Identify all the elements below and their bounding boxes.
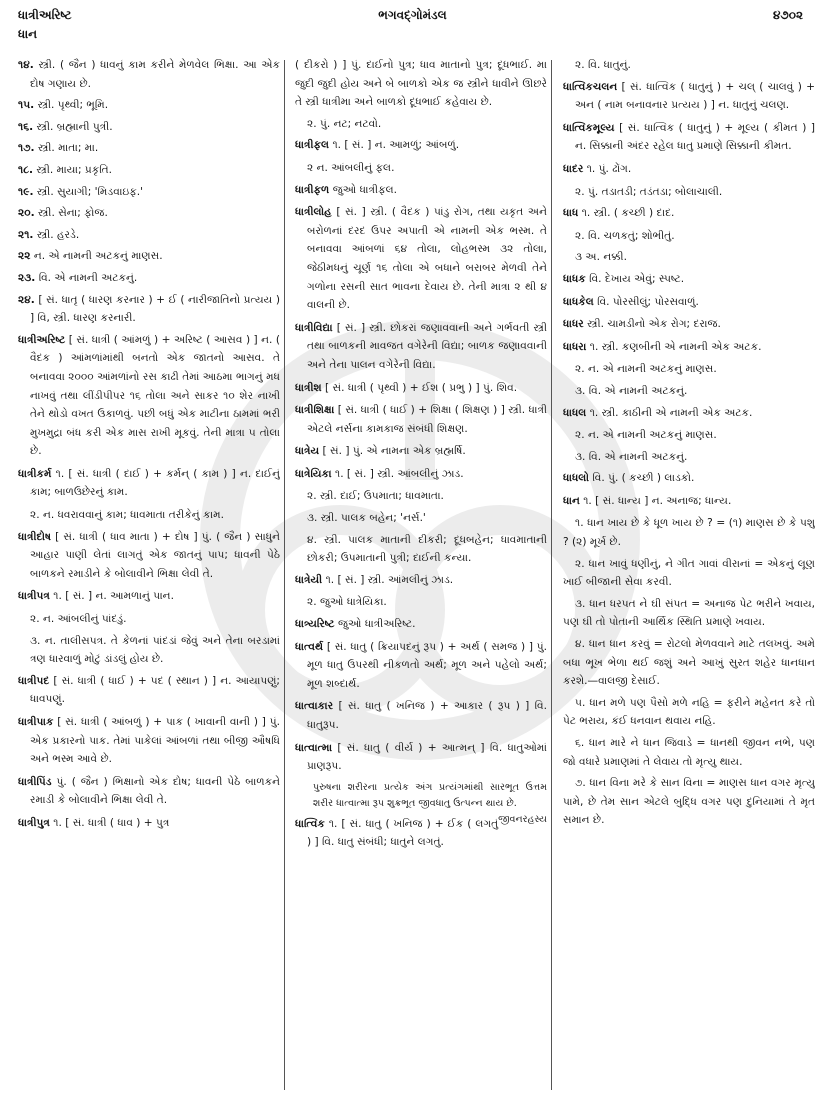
dictionary-entry: ધાધકેલ વિ. પોરસીલું; પોરસવાળું. — [563, 295, 699, 308]
headword: ધાત્રીઅરિષ્ટ — [18, 333, 66, 346]
headword: ધાત્વિકમૂલ્ય — [563, 121, 615, 134]
headword: ધાત્વિકચલન — [563, 80, 618, 93]
headword: ધાત્રીશિક્ષા — [295, 404, 335, 417]
dictionary-entry: ધાત્વિક ૧. [ સં. ધાતુ ( ખનિજ ) + ઈક ( લગતું ) ] વિ. ધાતુ સંબંધી; ધાતુને લગતું. — [295, 817, 499, 849]
column-1 — [18, 56, 280, 1091]
sense-item: ૨૦. સ્ત્રી. સેના; ફોજ. — [18, 207, 108, 220]
sense-item: ૨. ન. આંબલીનું પાંદડું. — [30, 613, 127, 626]
headword: ધાત્રીદોષ — [18, 530, 51, 543]
headword: ધાધરા — [563, 340, 587, 353]
citation-source: જીવનરહસ્ય — [498, 813, 547, 825]
citation-quote: પુરુષના શરીરના પ્રત્યેક અંગ પ્રત્યંગમાંથી સારભૂત ઉત્તમ શરીર ધાત્વાત્મા રૂપ શુક્રભૂત જીવધાતુ ઉત્પન્ન થાય છે. જીવનરહસ્ય — [295, 780, 547, 812]
headword: ધાત્રીવિદ્યા — [295, 321, 333, 334]
dictionary-entry: ધાત્રીપાક [ સં. ધાત્રી ( આંબળું ) + પાક ( ખાવાની વાની ) ] પું. એક પ્રકારનો પાક. તેમાં પાકેલાં આંબળાં તથા બીજી ઔષધિ અને ભસ્મ આવે છે. — [18, 716, 280, 766]
dictionary-entry: ધાત્રેયિકા ૧. [ સં. ] સ્ત્રી. આંબલીનું ઝાડ. — [295, 467, 464, 480]
sense-item: ૧૫. સ્ત્રી. પૃથ્વી; ભૂમિ. — [18, 99, 109, 112]
dictionary-entry: ધાત્રીપદ [ સં. ધાત્રી ( ધાઈ ) + પદ ( સ્થાન ) ] ન. આયાપણું; ધાવપણું. — [18, 674, 280, 706]
headword: ધાત્રીપિંડ — [18, 775, 52, 788]
headword: ધાદર — [563, 162, 584, 175]
idiom-item: ૪. ધાન ધાન કરવું = રોટલો મેળવવાને માટે તલખવું. અમે બધા ભૂખ ભેળા થઈ જશું અને આખું સુરત શહેર ધાનધાન કરશે.—વાલજી દેસાઈ. — [563, 638, 815, 688]
headword: ધાત્ર્યરિષ્ટ — [295, 618, 335, 631]
column-2 — [295, 56, 547, 1091]
dictionary-entry: ધાત્રીપુત્ર ૧. [ સં. ધાત્રી ( ધાવ ) + પુત્ર — [18, 816, 170, 829]
headword: ધાત્વર્થ — [295, 640, 324, 653]
idiom-item: ૭. ધાન વિના મરે કે સાન વિના = માણસ ધાન વગર મૃત્યુ પામે, છે તેમ સાન એટલે બુદ્ધિ વગર પણ દુનિયામાં તે મૃત સમાન છે. — [563, 777, 815, 827]
dictionary-entry: ધાત્રીફળ જુઓ ધાત્રીફલ. — [295, 183, 398, 196]
headword: ધાત્રીશ — [295, 381, 322, 394]
headword: ધાત્રીપુત્ર — [18, 816, 50, 829]
page-number: ૪૭૦૨ — [772, 8, 803, 22]
sense-item: ૩. વિ. એ નામની અટકનું. — [575, 450, 688, 463]
sense-item: ૧૯. સ્ત્રી. સુયાગી; 'મિડવાઇફ.' — [18, 185, 144, 198]
dictionary-entry: ધાત્રીશિક્ષા [ સં. ધાત્રી ( ધાઈ ) + શિક્ષા ( શિક્ષણ ) ] સ્ત્રી. ધાત્રી એટલે નર્સના કામકાજ સંબંધી શિક્ષણ. — [295, 404, 547, 435]
sense-item: ૨૪. [ સં. ધાતૃ ( ધારણ કરનાર ) + ઈ ( નારીજાતિનો પ્રત્યય ) ] વિ, સ્ત્રી. ધારણ કરનારી. — [18, 293, 280, 325]
idiom-item: ૩. ધાન ધરપત ને ઘી સંપત = અનાજ પેટ ભરીને ખવાય, પણ ઘી તો પોતાની આર્થિક સ્થિતિ પ્રમાણે ખવાય. — [563, 597, 815, 629]
book-title: ભગવદ્ગોમંડલ — [378, 8, 447, 22]
sense-item: ૩. ન. તાલીસપત્ર. તે કેળનાં પાંદડાં જેવું અને તેના બરડામાં ત્રણ ધારવાળું મોટું ડાંડલું હોય છે. — [30, 634, 280, 666]
dictionary-entry: ધાત્રીકર્મ ૧. [ સં. ધાત્રી ( દાઈ ) + કર્મન્ ( કામ ) ] ન. દાઈનું કામ; બાળઉછેરનું કામ. — [18, 467, 280, 499]
sense-item: ૩ અ. નક્કી. — [575, 251, 627, 264]
column-3 — [563, 56, 815, 1091]
sense-item: ૨૩. વિ. એ નામની અટકનું. — [18, 271, 138, 284]
guide-word-last: ધાન — [18, 27, 38, 41]
dictionary-entry: ધાન ૧. [ સં. ધાન્ય ] ન. અનાજ; ધાન્ય. — [563, 494, 732, 507]
headword: ધાત્રીપદ — [18, 674, 50, 687]
sense-item: ૨ ન. આંબલીનું ફલ. — [307, 161, 395, 174]
sense-item: ૨. પું. તડાતડી; તડંતડા; બોલાચાલી. — [575, 185, 723, 198]
dictionary-entry: ધાત્રીલોહ [ સં. ] સ્ત્રી. ( વૈદક ) પાંડુ રોગ, તથા યકૃત અને બરોળનાં દરદ ઉપર અપાતી એ નામની એક ભસ્મ. તે બનાવવા આંબળાં ૬૪ તોલા, લોહભસ્મ ૩૨ તોલા, જેઠીમધનું ચૂર્ણ ૧૬ તોલા એ બધાને બરાબર મેળવી તેને ગળોના રસની સાત ભાવના દેવાય છે. તેની માત્રા ૨ થી ૪ વાલની છે. — [295, 206, 547, 312]
idiom-item: ૧. ધાન ખાય છે કે ધૂળ ખાય છે ? = (૧) માણસ છે કે પશુ ? (૨) મૂર્ખ છે. — [563, 517, 815, 549]
sense-item: ૧૭. સ્ત્રી. માતા; મા. — [18, 142, 99, 155]
guide-word-first: ધાત્રીઅરિષ્ટ — [18, 8, 72, 22]
idiom-item: ૨. ધાન ખાવું ધણીનું, ને ગીત ગાવાં વીરાનાં = એકનું લૂણ ખાઈ બીજાની સેવા કરવી. — [563, 557, 815, 589]
dictionary-entry: ધાત્વિકચલન [ સં. ધાત્વિક ( ધાતુનું ) + ચલ્ ( ચાલવું ) + અન ( નામ બનાવનાર પ્રત્યય ) ] ન. ધાતુનું ચલણ. — [563, 80, 815, 112]
idiom-item: ૬. ધાન મારે ને ધાન જિવાડે = ધાનથી જીવન નભે, પણ જો વધારે પ્રમાણમાં તે લેવાય તો મૃત્યુ થાય. — [563, 737, 815, 768]
headword: ધાધર — [563, 318, 584, 331]
sense-item: ૧૮. સ્ત્રી. માયા; પ્રકૃતિ. — [18, 163, 113, 176]
sense-item: ૨. વિ. ધાતુનું. — [575, 59, 631, 71]
headword: ધાત્રીફલ — [295, 139, 330, 152]
headword: ધાધક — [563, 272, 586, 285]
dictionary-entry: ધાત્રેયી ૧. [ સં. ] સ્ત્રી. આંમલીનું ઝાડ. — [295, 573, 454, 586]
dictionary-entry: ધાત્રીવિદ્યા [ સં. ] સ્ત્રી. છોકરાં જણાવવાની અને ગર્ભવતી સ્ત્રી તથા બાળકની માવજત વગેરેની વિદ્યા; બાળક જણાવવાની અને તેના પાલન વગેરેની વિદ્યા. — [295, 321, 547, 371]
dictionary-entry: ધાત્વર્થ [ સં. ધાતુ ( ક્રિયાપદનું રૂપ ) + અર્થ ( સમજ ) ] પું. મૂળ ધાતુ ઉપરથી નીકળતો અર્થ; મૂળ અને પહેલો અર્થ; મૂળ શબ્દાર્થ. — [295, 640, 547, 690]
headword: ધાત્રીફળ — [295, 183, 330, 196]
sense-item: ૨. વિ. ચળકતું; શોભીતું. — [575, 229, 675, 242]
dictionary-entry: ધાત્રીપિંડ પું. ( જૈન ) ભિક્ષાનો એક દોષ; ધાવની પેઠે બાળકને રમાડી કે બોલાવીને ભિક્ષા લેવી તે. — [18, 775, 280, 807]
headword: ધાધ — [563, 207, 579, 220]
column-divider — [551, 60, 552, 1090]
page-header — [0, 0, 825, 50]
sense-item: ૨૨ ન. એ નામની અટકનું માણસ. — [18, 250, 163, 263]
sense-item: ૩. વિ. એ નામની અટકનું. — [575, 384, 688, 397]
dictionary-entry: ધાત્રીફલ ૧. [ સં. ] ન. આમળું; આંબળું. — [295, 139, 460, 152]
dictionary-entry: ધાધ ૧. સ્ત્રી. ( કચ્છી ) દાદ. — [563, 207, 675, 220]
dictionary-entry: ધાધલ ૧. સ્ત્રી. કાઠીની એ નામની એક અટક. — [563, 406, 753, 419]
headword: ધાત્રીલોહ — [295, 206, 332, 219]
column-divider — [284, 60, 285, 1090]
headword: ધાધકેલ — [563, 295, 594, 308]
headword: ધાધલ — [563, 406, 587, 419]
headword: ધાત્રીકર્મ — [18, 467, 52, 480]
idiom-item: ૫. ધાન મળે પણ પૈસો મળે નહિ = ફરીને મહેનત કરે તો પેટ ભરાય, કંઈ ધનવાન થવાય નહિ. — [563, 696, 815, 728]
dictionary-entry: ધાત્રેય [ સં. ] પું. એ નામના એક બ્રહ્મર્ષિ. — [295, 445, 466, 458]
headword: ધાત્રેયિકા — [295, 467, 332, 480]
dictionary-entry: ધાધર સ્ત્રી. ચામડીનો એક રોગ; દરાજ. — [563, 318, 721, 331]
dictionary-entry: ધાત્રીદોષ [ સં. ધાત્રી ( ધાવ માતા ) + દોષ ] પું. ( જૈન ) સાધુને આહાર પાણી લેતાં લાગતું એક જાતનું પાપ; ધાવની પેઠે બાળકને રમાડીને કે બોલાવીને ભિક્ષા લેવી તે. — [18, 530, 280, 580]
sense-item: ૧૪. સ્ત્રી. ( જૈન ) ધાવનું કામ કરીને મેળવેલ ભિક્ષા. આ એક દોષ ગણાય છે. — [18, 59, 280, 90]
dictionary-entry: ધાત્વિકમૂલ્ય [ સં. ધાત્વિક ( ધાતુનું ) + મૂલ્ય ( કીમત ) ] ન. સિક્કાની અંદર રહેલ ધાતુ પ્રમાણે સિક્કાની કીમત. — [563, 121, 815, 153]
sense-item: ૨. પું. નટ; નટવો. — [307, 117, 382, 130]
sense-item: ૨. જુઓ ધાત્રેયિકા. — [307, 596, 387, 609]
sense-item: ૧૬. સ્ત્રી. બ્રહ્માની પુત્રી. — [18, 120, 113, 133]
headword: ધાત્રીપત્ર — [18, 590, 50, 603]
sense-item: ૪. સ્ત્રી. પાલક માતાની દીકરી; દૂધબહેન; ધાવમાતાની છોકરી; ઉપમાતાની પુત્રી; દાઈની કન્યા. — [307, 533, 547, 565]
sense-item: ૨૧. સ્ત્રી. હરડે. — [18, 228, 80, 241]
dictionary-entry: ધાધલો વિ. પું. ( કચ્છી ) લાડકો. — [563, 472, 695, 485]
dictionary-entry: ધાત્વાકાર [ સં. ધાતુ ( ખનિજ ) + આકાર ( રૂપ ) ] વિ. ધાતુરૂપ. — [295, 700, 547, 731]
headword: ધાત્રીપાક — [18, 716, 54, 728]
dictionary-entry: ધાધરા ૧. સ્ત્રી. કણબીની એ નામની એક અટક. — [563, 340, 762, 353]
sense-item: ૩. સ્ત્રી. પાલક બહેન; 'નર્સ.' — [307, 512, 426, 525]
dictionary-entry: ધાત્વાત્મા [ સં. ધાતુ ( વીર્ય ) + આત્મન્ ] વિ. ધાતુઓમાં પ્રાણરૂપ. — [295, 741, 547, 773]
dictionary-entry: ધાત્રીઅરિષ્ટ [ સં. ધાત્રી ( આંમળું ) + અરિષ્ટ ( આસવ ) ] ન. ( વૈદક ) આંમળાંમાંથી બનતો એક જાતનો આસવ. તે બનાવવા ૨૦૦૦ આંમળાંનો રસ કાઢી તેમાં આઠમા ભાગનું મધ નાખવું તથા લીંડીપીપર ૧૬ તોલા અને સાકર ૧૦ શેર નાખી તેને થોડો વખત ઉકાળવું. પછી બધું એક માટીના ઠામમાં ભરી મુખમુદ્રા બંધ કરી એક માસ રાખી મૂકવું. તેની માત્રા ૫ તોલા છે. — [18, 333, 280, 458]
sense-item: ૨. ન. એ નામની અટકનું માણસ. — [575, 429, 717, 442]
headword: ધાત્વાત્મા — [295, 741, 333, 754]
headword: ધાન — [563, 494, 580, 507]
dictionary-entry: ધાધક વિ. દેખાય એવું; સ્પષ્ટ. — [563, 272, 685, 285]
entry-continuation: ( દીકરો ) ] પું. દાઈનો પુત્ર; ધાવ માતાનો પુત્ર; દૂધભાઈ. મા જુદી જુદી હોય અને બે બાળકો એક જ સ્ત્રીને ધાવીને ઊછરે તે સ્ત્રી ધાત્રીમા અને બાળકો દૂધભાઈ કહેવાય છે. — [295, 59, 547, 109]
headword: ધાધલો — [563, 472, 589, 485]
dictionary-entry: ધાદર ૧. પું. ઢોંગ. — [563, 162, 632, 175]
headword: ધાત્વિક — [295, 817, 325, 830]
headword: ધાત્રેય — [295, 445, 320, 458]
headword: ધાત્વાકાર — [295, 700, 334, 713]
sense-item: ૨. ન. ધવરાવવાનું કામ; ધાવમાતા તરીકેનું કામ. — [30, 509, 224, 522]
dictionary-entry: ધાત્રીપત્ર ૧. [ સં. ] ન. આમળાનું પાન. — [18, 590, 174, 603]
headword: ધાત્રેયી — [295, 573, 323, 586]
dictionary-entry: ધાત્રીશ [ સં. ધાત્રી ( પૃથ્વી ) + ઈશ ( પ્રભુ ) ] પું. શિવ. — [295, 381, 518, 394]
dictionary-entry: ધાત્ર્યરિષ્ટ જુઓ ધાત્રીઅરિષ્ટ. — [295, 618, 416, 631]
sense-item: ૨. સ્ત્રી. દાઈ; ઉપમાતા; ધાવમાતા. — [307, 490, 444, 503]
sense-item: ૨. ન. એ નામની અટકનું માણસ. — [575, 363, 717, 376]
